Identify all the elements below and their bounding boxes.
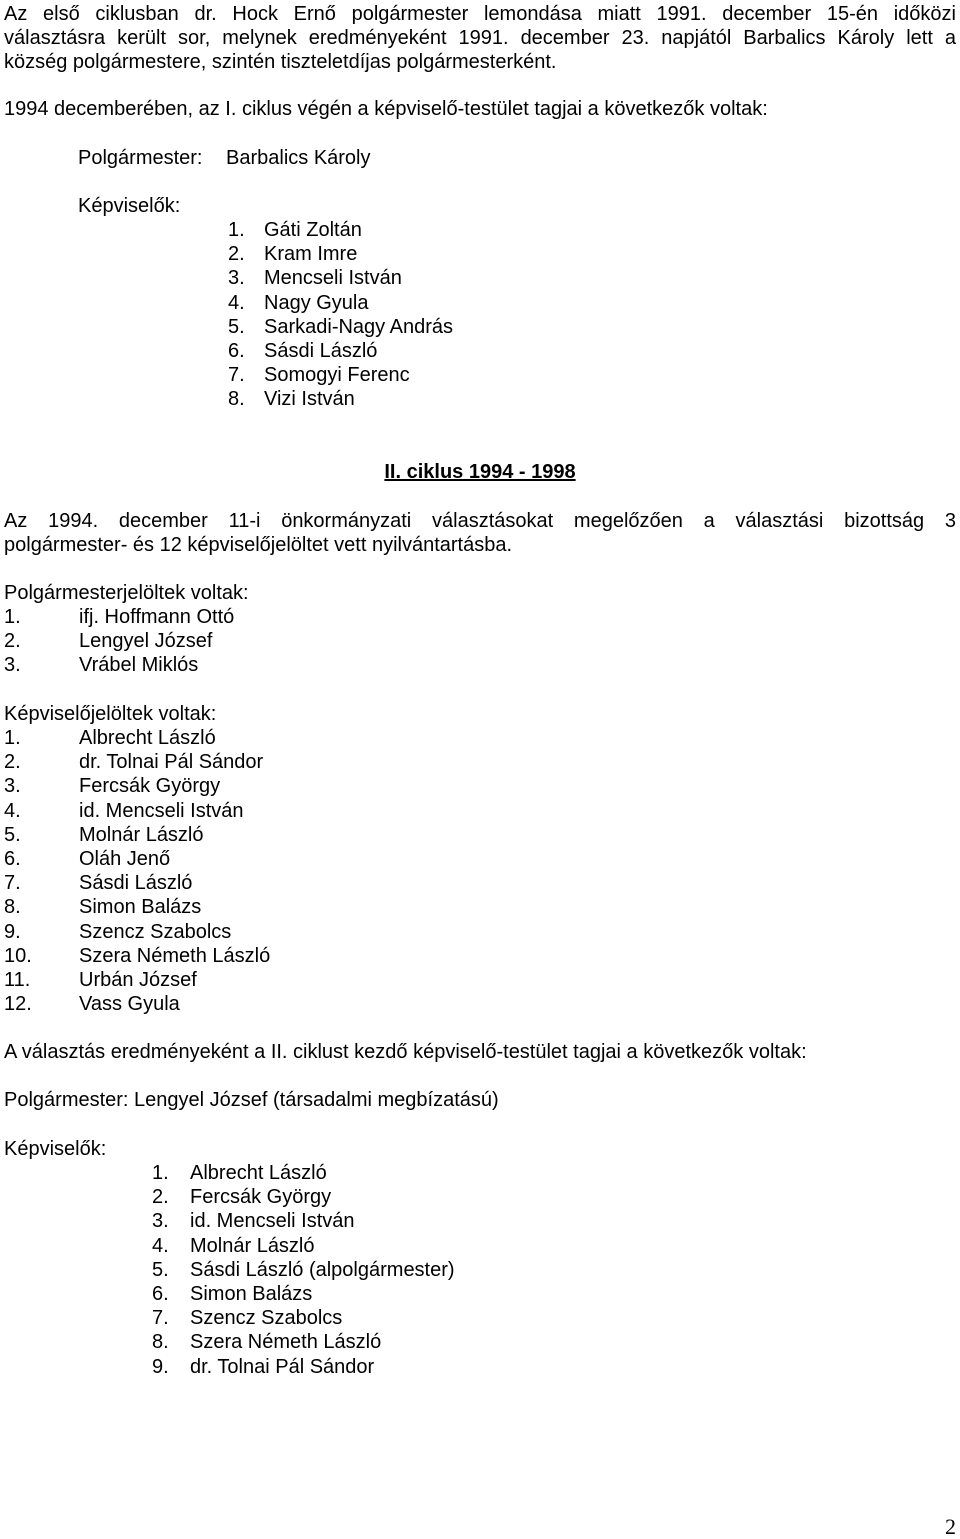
list-item-name: Mencseli István <box>264 267 402 290</box>
list-item-number: 3. <box>228 267 245 290</box>
list-item-number: 7. <box>152 1307 169 1330</box>
list-item-name: Kram Imre <box>264 243 358 266</box>
cycle1-mayor-label: Polgármester: <box>78 147 203 169</box>
list-item-name: Gáti Zoltán <box>264 219 362 241</box>
list-item-number: 5. <box>228 315 245 338</box>
list-item-number: 11. <box>4 969 31 991</box>
list-item-name: Simon Balázs <box>79 896 202 919</box>
list-item-name: Sásdi László (alpolgármester) <box>190 1258 455 1281</box>
list-item-name: Simon Balázs <box>190 1283 313 1305</box>
list-item-name: Vrábel Miklós <box>79 654 199 677</box>
list-item-name: Szencz Szabolcs <box>190 1307 343 1330</box>
cycle2-mayor-line: Polgármester: Lengyel József (társadalmi megbízatású) <box>4 1089 499 1111</box>
list-item-name: Albrecht László <box>79 727 216 749</box>
list-item-name: Nagy Gyula <box>264 291 369 314</box>
list-item-name: Szera Németh László <box>79 944 271 967</box>
list-item-name: Albrecht László <box>190 1162 327 1184</box>
list-item-number: 6. <box>228 340 245 362</box>
list-item-name: Urbán József <box>79 969 197 991</box>
list-item-name: dr. Tolnai Pál Sándor <box>79 751 264 774</box>
page-number: 2 <box>945 1514 956 1539</box>
list-item-name: Vass Gyula <box>79 993 180 1016</box>
list-item-number: 8. <box>152 1331 169 1354</box>
list-item-number: 1. <box>4 606 21 628</box>
list-item-name: Molnár László <box>79 823 204 846</box>
cycle2-intro-line-1: Az 1994. december 11-i önkormányzati választásokat megelőzően a választási bizottság 3 <box>4 510 956 532</box>
list-item-number: 1. <box>228 219 245 241</box>
cycle2-heading: II. ciklus 1994 - 1998 <box>384 461 576 483</box>
cycle1-mayor-name: Barbalics Károly <box>226 147 371 169</box>
list-item-number: 6. <box>4 848 21 870</box>
list-item-name: Fercsák György <box>79 775 221 798</box>
list-item-number: 7. <box>228 364 245 387</box>
list-item-number: 3. <box>4 654 21 677</box>
mayor-candidates-label: Polgármesterjelöltek voltak: <box>4 582 249 604</box>
list-item-number: 3. <box>152 1210 169 1233</box>
list-item-name: Szera Németh László <box>190 1331 382 1354</box>
list-item-name: Vizi István <box>264 388 355 411</box>
list-item-number: 5. <box>4 823 21 846</box>
list-item-number: 12. <box>4 993 32 1016</box>
list-item-name: Szencz Szabolcs <box>79 920 232 943</box>
list-item-number: 9. <box>4 920 21 943</box>
intro-paragraph <box>4 2 956 74</box>
list-item-name: Sarkadi-Nagy András <box>264 315 453 338</box>
list-item-name: Somogyi Ferenc <box>264 364 410 387</box>
list-item-name: Lengyel József <box>79 630 213 653</box>
cycle2-result-intro: A választás eredményeként a II. ciklust kezdő képviselő-testület tagjai a következők voltak: <box>4 1041 807 1063</box>
list-item-name: id. Mencseli István <box>190 1210 355 1233</box>
list-item-name: Sásdi László <box>79 872 193 895</box>
list-item-number: 5. <box>152 1258 169 1281</box>
list-item-number: 2. <box>228 243 245 266</box>
list-item-number: 8. <box>4 896 21 919</box>
list-item-number: 1. <box>152 1162 169 1184</box>
list-item-number: 8. <box>228 388 245 411</box>
list-item-number: 4. <box>4 799 21 822</box>
list-item-number: 2. <box>4 751 21 774</box>
list-item-number: 2. <box>4 630 21 653</box>
cycle1-reps-label: Képviselők: <box>78 195 181 217</box>
list-item-name: dr. Tolnai Pál Sándor <box>190 1355 375 1378</box>
list-item-name: Molnár László <box>190 1234 315 1257</box>
intro-line-2: választásra került sor, melynek eredményeként 1991. december 23. napjától Barbalics Károly lett a <box>4 27 956 49</box>
list-item-number: 10. <box>4 944 32 967</box>
list-item-number: 9. <box>152 1355 169 1378</box>
cycle2-intro-line-2: polgármester- és 12 képviselőjelöltet vett nyilvántartásba. <box>4 534 513 556</box>
list-item-name: Sásdi László <box>264 340 378 362</box>
list-item-name: ifj. Hoffmann Ottó <box>79 606 235 628</box>
list-item-name: Oláh Jenő <box>79 848 171 870</box>
list-item-number: 2. <box>152 1186 169 1209</box>
cycle2-reps-label: Képviselők: <box>4 1138 107 1160</box>
rep-candidates-label: Képviselőjelöltek voltak: <box>4 703 217 725</box>
list-item-name: id. Mencseli István <box>79 799 244 822</box>
intro-line-1: Az első ciklusban dr. Hock Ernő polgármester lemondása miatt 1991. december 15-én időközi <box>4 3 956 25</box>
cycle2-intro <box>4 509 956 557</box>
list-item-number: 6. <box>152 1283 169 1305</box>
list-item-number: 3. <box>4 775 21 798</box>
list-item-name: Fercsák György <box>190 1186 332 1209</box>
list-item-number: 4. <box>152 1234 169 1257</box>
list-item-number: 1. <box>4 727 21 749</box>
cycle1-intro: 1994 decemberében, az I. ciklus végén a képviselő-testület tagjai a következők voltak: <box>4 98 768 120</box>
intro-line-3: község polgármestere, szintén tiszteletdíjas polgármesterként. <box>4 51 557 73</box>
list-item-number: 7. <box>4 872 21 895</box>
list-item-number: 4. <box>228 291 245 314</box>
